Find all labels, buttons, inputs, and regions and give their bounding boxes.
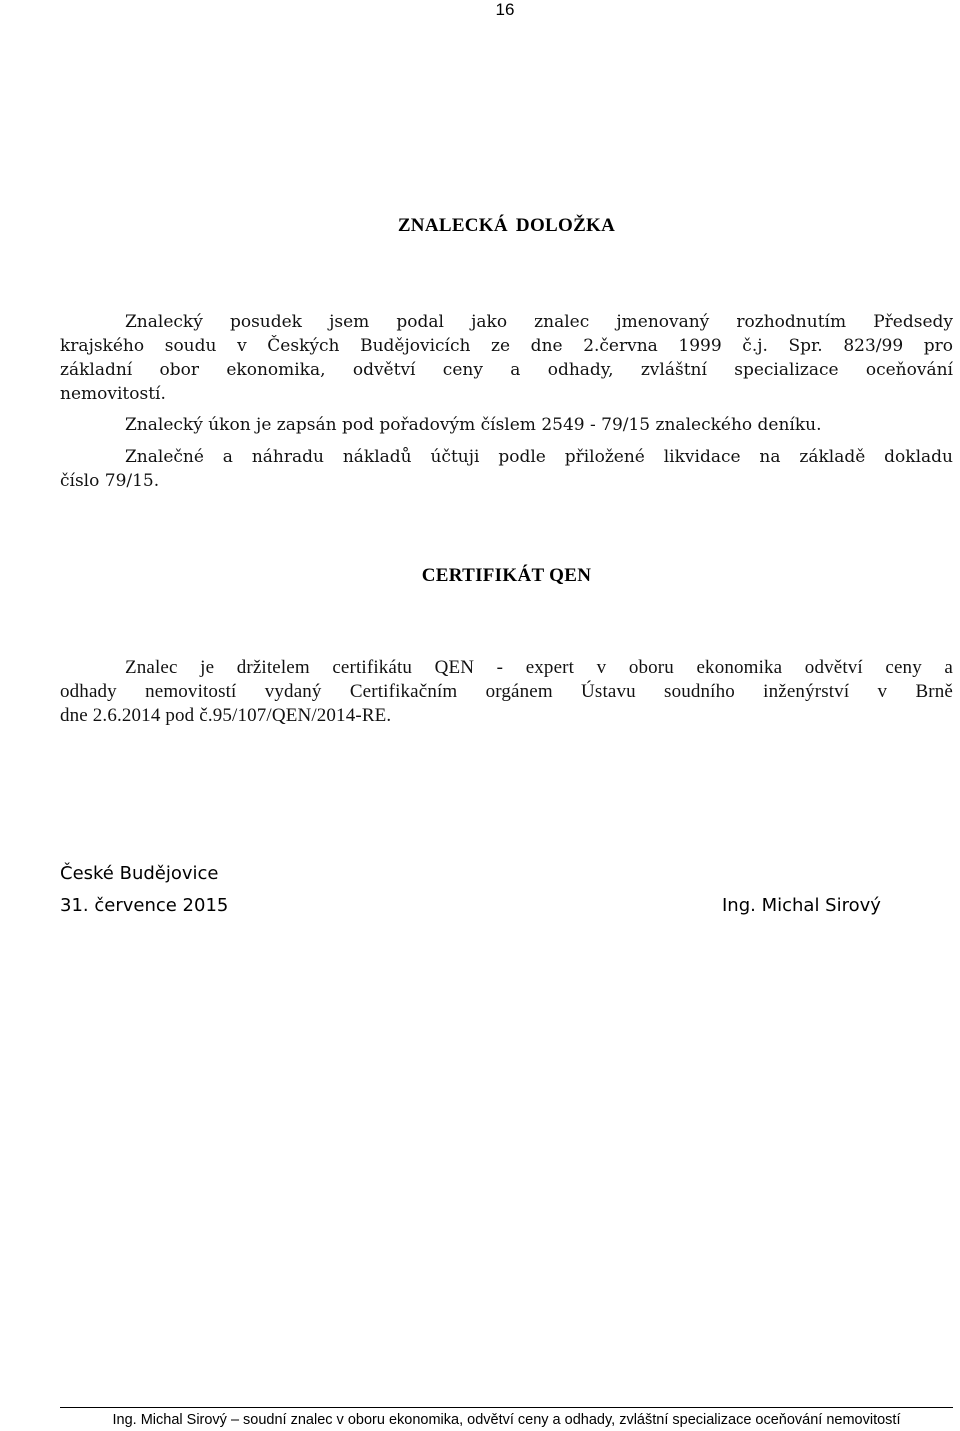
certificate-line-3: dne 2.6.2014 pod č.95/107/QEN/2014-RE. <box>60 705 392 726</box>
page-number: 16 <box>495 0 515 19</box>
fee-paragraph <box>60 445 953 493</box>
fee-line-1: Znalečné a náhradu nákladů účtuji podle přiložené likvidace na základě dokladu <box>125 447 953 467</box>
appointment-line-1: Znalecký posudek jsem podal jako znalec jmenovaný rozhodnutím Předsedy <box>125 312 953 332</box>
registration-line: Znalecký úkon je zapsán pod pořadovým číslem 2549 - 79/15 znaleckého deníku. <box>125 415 822 435</box>
appointment-line-3: základní obor ekonomika, odvětví ceny a odhady, zvláštní specializace oceňování <box>60 360 953 380</box>
heading-part-1: ZNALECKÁ <box>397 215 508 236</box>
fee-line-2: číslo 79/15. <box>60 471 160 491</box>
appointment-paragraph <box>60 310 953 406</box>
appointment-line-2: krajského soudu v Českých Budějovicích ze dne 2.června 1999 č.j. Spr. 823/99 pro <box>60 336 953 356</box>
signer-name: Ing. Michal Sirový <box>722 895 881 916</box>
certificate-line-2: odhady nemovitostí vydaný Certifikačním orgánem Ústavu soudního inženýrství v Brně <box>60 681 953 702</box>
signature-place: České Budějovice <box>60 863 219 884</box>
page-footer: Ing. Michal Sirový – soudní znalec v oboru ekonomika, odvětví ceny a odhady, zvláštní specializace oceňování nemovitostí <box>112 1412 901 1428</box>
heading-part-2: DOLOŽKA <box>515 215 616 236</box>
certificate-line-1: Znalec je držitelem certifikátu QEN - expert v oboru ekonomika odvětví ceny a <box>125 657 953 678</box>
footer-divider <box>60 1407 953 1408</box>
signature-date: 31. července 2015 <box>60 895 229 916</box>
heading-znalecka-dolozka <box>60 215 953 237</box>
certificate-paragraph <box>60 656 953 728</box>
heading-certifikat-qen: CERTIFIKÁT QEN <box>421 565 592 586</box>
appointment-line-4: nemovitostí. <box>60 384 166 404</box>
registration-paragraph <box>60 413 953 437</box>
